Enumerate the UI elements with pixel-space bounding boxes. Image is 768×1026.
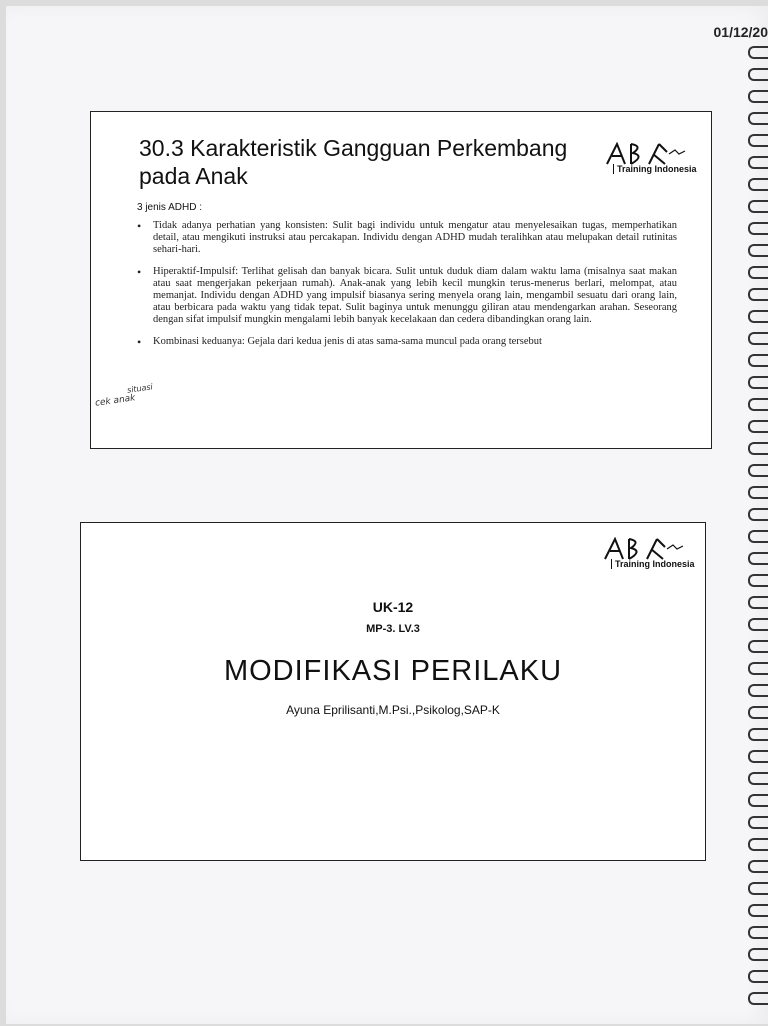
- binding-ring: [748, 442, 768, 455]
- binding-ring: [748, 288, 768, 301]
- presentation-title: MODIFIKASI PERILAKU: [81, 655, 705, 688]
- unit-code: UK-12: [81, 599, 705, 615]
- adhd-types-list: [137, 220, 677, 358]
- binding-ring: [748, 684, 768, 697]
- list-item: • Hiperaktif-Impulsif: Terlihat gelisah dan banyak bicara. Sulit untuk duduk diam dalam waktu lama (misalnya saat makan atau saat mengerjakan pekerjaan rumah). Anak-anak yang lebih kecil mungkin terus-menerus berlari, melompat, atau memanjat. Individu dengan ADHD yang impulsif biasanya sering menyela orang lain, mengambil sesuatu dari orang lain, atau berbicara pada waktu yang tidak tepat. Sulit baginya untuk menunggu giliran atau mendengarkan arahan. Seseorang dengan sifat impulsif mungkin mengalami lebih banyak kecelakaan dan cedera dibandingkan orang lain.: [137, 266, 677, 326]
- binding-ring: [748, 332, 768, 345]
- binding-ring: [748, 706, 768, 719]
- binding-ring: [748, 794, 768, 807]
- list-item: • Kombinasi keduanya: Gejala dari kedua jenis di atas sama-sama muncul pada orang tersebut: [137, 336, 677, 348]
- binding-ring: [748, 838, 768, 851]
- binding-ring: [748, 486, 768, 499]
- abk-logo-mark-icon: [601, 537, 693, 561]
- binding-ring: [748, 750, 768, 763]
- binding-ring: [748, 508, 768, 521]
- handwritten-note: situasi: [126, 382, 153, 395]
- binding-ring: [748, 178, 768, 191]
- logo-text: Training Indonesia: [611, 559, 695, 569]
- handwritten-note: cek anak: [95, 393, 137, 409]
- binding-ring: [748, 728, 768, 741]
- binding-ring: [748, 552, 768, 565]
- binding-ring: [748, 618, 768, 631]
- binding-ring: [748, 156, 768, 169]
- binding-ring: [748, 596, 768, 609]
- binding-ring: [748, 904, 768, 917]
- abk-training-logo: [601, 537, 693, 581]
- slide-title: 30.3 Karakteristik Gangguan Perkembang pada Anak: [139, 134, 609, 190]
- abk-logo-mark-icon: [603, 142, 695, 166]
- binding-ring: [748, 926, 768, 939]
- adhd-types-heading: 3 jenis ADHD :: [137, 202, 202, 213]
- binding-ring: [748, 530, 768, 543]
- binding-ring: [748, 46, 768, 59]
- binding-ring: [748, 68, 768, 81]
- binding-ring: [748, 244, 768, 257]
- binding-ring: [748, 112, 768, 125]
- notebook-page: [6, 6, 768, 1024]
- binding-ring: [748, 354, 768, 367]
- binding-ring: [748, 640, 768, 653]
- handwritten-date: 01/12/20: [714, 24, 768, 40]
- binding-ring: [748, 948, 768, 961]
- binding-ring: [748, 992, 768, 1005]
- binding-ring: [748, 882, 768, 895]
- binding-ring: [748, 376, 768, 389]
- binding-ring: [748, 970, 768, 983]
- slide-adhd-characteristics: [90, 111, 712, 449]
- binding-ring: [748, 816, 768, 829]
- binding-ring: [748, 662, 768, 675]
- author-name: Ayuna Eprilisanti,M.Psi.,Psikolog,SAP-K: [81, 703, 705, 717]
- binding-ring: [748, 398, 768, 411]
- slide-title-modifikasi: [80, 522, 706, 861]
- binding-ring: [748, 266, 768, 279]
- binding-ring: [748, 310, 768, 323]
- binding-ring: [748, 860, 768, 873]
- module-code: MP-3. LV.3: [81, 623, 705, 635]
- binding-ring: [748, 222, 768, 235]
- list-item: • Tidak adanya perhatian yang konsisten: Sulit bagi individu untuk mengatur atau menyelesaikan tugas, memperhatikan detail, atau mengikuti instruksi atau percakapan. Individu dengan ADHD mudah teralihkan atau melupakan detail rutinitas sehari-hari.: [137, 220, 677, 256]
- binding-ring: [748, 200, 768, 213]
- abk-training-logo: [603, 142, 695, 186]
- binding-ring: [748, 574, 768, 587]
- binding-ring: [748, 420, 768, 433]
- logo-text: Training Indonesia: [613, 164, 697, 174]
- binding-ring: [748, 134, 768, 147]
- binding-ring: [748, 464, 768, 477]
- spiral-binding: [742, 46, 768, 1026]
- binding-ring: [748, 90, 768, 103]
- binding-ring: [748, 772, 768, 785]
